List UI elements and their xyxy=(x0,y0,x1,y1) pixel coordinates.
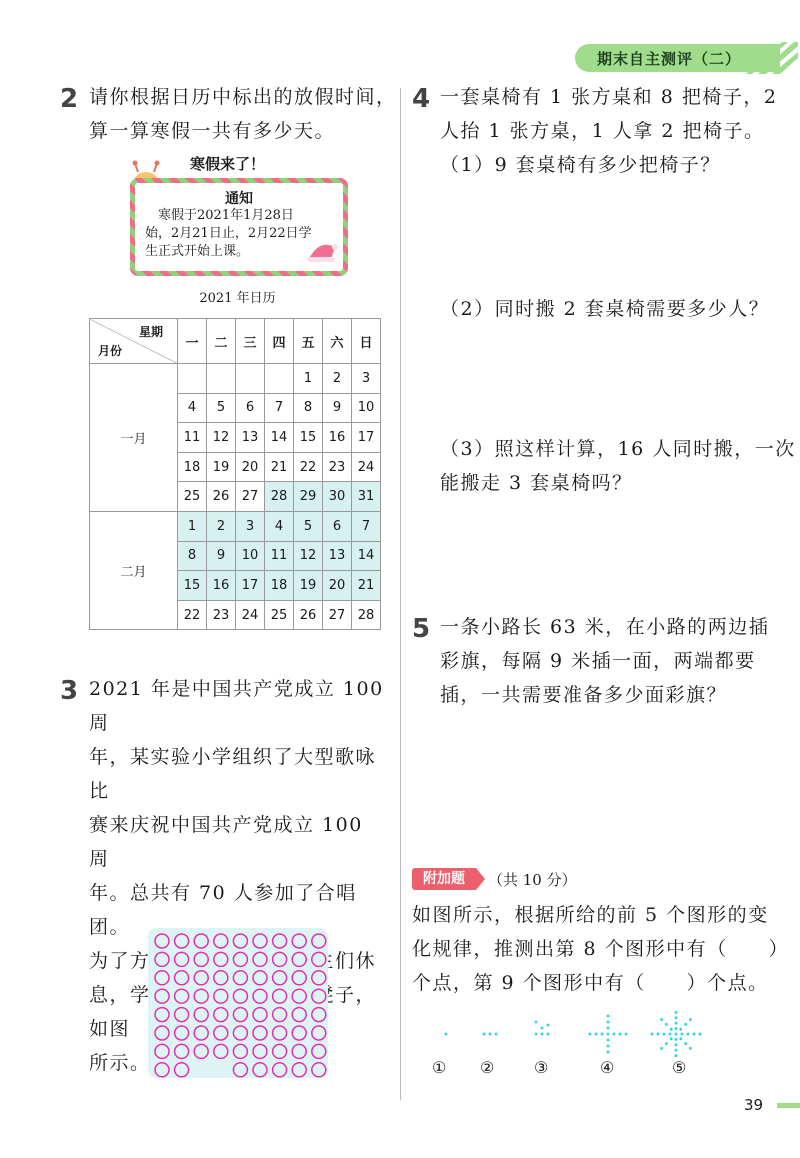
calendar-day-cell: 11 xyxy=(265,541,294,571)
calendar-day-cell: 29 xyxy=(294,482,323,512)
figure-label: ④ xyxy=(600,1058,615,1077)
stool-circle xyxy=(273,1063,287,1077)
pattern-dot xyxy=(651,1033,654,1036)
pattern-dot xyxy=(684,1042,687,1045)
pattern-dot xyxy=(657,1033,660,1036)
question-3-line: 息，学校还为他们准备了凳子，如图 xyxy=(89,984,377,1040)
stool-circle xyxy=(273,934,287,948)
calendar-day-cell xyxy=(207,364,236,394)
calendar-day-cell: 30 xyxy=(323,482,352,512)
calendar-day-cell: 15 xyxy=(178,571,207,601)
calendar-day-cell: 9 xyxy=(207,541,236,571)
pattern-dot xyxy=(681,1033,684,1036)
pattern-dot xyxy=(693,1033,696,1036)
calendar-day-cell: 20 xyxy=(323,571,352,601)
pattern-dot xyxy=(547,1024,550,1027)
calendar-day-cell: 12 xyxy=(294,541,323,571)
calendar-day-cell: 13 xyxy=(236,423,265,453)
stool-circle xyxy=(292,1044,306,1058)
question-5-line: 彩旗，每隔 9 米插一面，两端都要 xyxy=(440,650,756,672)
pattern-dot xyxy=(665,1023,668,1026)
question-4-sub1: （1）9 套桌椅有多少把椅子？ xyxy=(440,154,721,176)
stool-circle xyxy=(253,971,267,985)
month-axis-label: 月份 xyxy=(98,344,123,358)
calendar-day-cell: 17 xyxy=(352,423,381,453)
calendar-day-cell: 4 xyxy=(178,393,207,423)
stool-circle xyxy=(233,1026,247,1040)
weekday-header: 二 xyxy=(207,319,236,364)
stool-circle xyxy=(312,952,326,966)
pattern-dot xyxy=(663,1033,666,1036)
pattern-dot xyxy=(607,1015,610,1018)
pattern-dot xyxy=(689,1047,692,1050)
calendar-day-cell: 13 xyxy=(323,541,352,571)
figure-labels xyxy=(432,1058,732,1082)
stool-circle xyxy=(233,1063,247,1077)
pattern-dot xyxy=(445,1033,448,1036)
calendar-day-cell: 10 xyxy=(236,541,265,571)
pattern-dot xyxy=(675,1044,678,1047)
calendar-day-cell: 24 xyxy=(352,452,381,482)
pattern-dot xyxy=(541,1033,544,1036)
stool-circle xyxy=(175,989,189,1003)
pattern-dot xyxy=(684,1023,687,1026)
calendar-day-cell: 23 xyxy=(323,452,352,482)
stool-circle xyxy=(233,952,247,966)
stool-circle xyxy=(175,1063,189,1077)
stool-circle xyxy=(155,971,169,985)
pattern-dot xyxy=(675,1017,678,1020)
page-number: 39 xyxy=(744,1096,764,1114)
calendar-day-cell: 3 xyxy=(236,511,265,541)
question-2-number: 2 xyxy=(60,84,79,114)
calendar-day-cell: 18 xyxy=(265,571,294,601)
stool-circle xyxy=(292,934,306,948)
calendar-day-cell: 20 xyxy=(236,452,265,482)
stool-circle xyxy=(253,1044,267,1058)
stool-circle xyxy=(273,1044,287,1058)
notice-line: 生正式开始上课。 xyxy=(145,244,250,259)
bonus-line: 个点，第 9 个图形中有（ ）个点。 xyxy=(412,972,769,994)
stool-circle xyxy=(214,989,228,1003)
pattern-dot xyxy=(595,1033,598,1036)
question-4-line: 人抬 1 张方桌，1 人拿 2 把椅子。 xyxy=(440,120,765,142)
calendar-day-cell: 22 xyxy=(294,452,323,482)
notice-title: 寒假来了！ xyxy=(190,155,266,173)
question-3-line: 2021 年是中国共产党成立 100 周 xyxy=(89,678,384,734)
pattern-dot xyxy=(675,1054,678,1057)
weekday-header: 三 xyxy=(236,319,265,364)
question-4-sub2: （2）同时搬 2 套桌椅需要多少人？ xyxy=(440,298,770,320)
stool-circle xyxy=(292,952,306,966)
calendar-day-cell: 22 xyxy=(178,600,207,630)
stool-circle xyxy=(175,952,189,966)
stool-circle xyxy=(312,934,326,948)
stool-circle xyxy=(194,971,208,985)
question-3-line: 为了方便参加合唱团的学生们休 xyxy=(89,950,377,972)
question-3-number: 3 xyxy=(60,676,79,706)
figure-label: ② xyxy=(480,1058,495,1077)
calendar-day-cell: 31 xyxy=(352,482,381,512)
stool-circle xyxy=(175,1026,189,1040)
calendar-day-cell: 7 xyxy=(352,511,381,541)
pattern-dot xyxy=(613,1033,616,1036)
question-4-number: 4 xyxy=(412,84,431,114)
stool-circle xyxy=(214,952,228,966)
weekday-header: 五 xyxy=(294,319,323,364)
page-number-bar xyxy=(777,1103,800,1108)
pattern-dot xyxy=(589,1033,592,1036)
stool-circle xyxy=(312,971,326,985)
calendar-day-cell: 26 xyxy=(207,482,236,512)
calendar-day-cell: 8 xyxy=(294,393,323,423)
calendar-day-cell: 16 xyxy=(207,571,236,601)
stool-circle xyxy=(292,971,306,985)
calendar-day-cell: 1 xyxy=(178,511,207,541)
stool-grid xyxy=(148,928,328,1078)
pattern-dot xyxy=(675,1027,678,1030)
calendar-day-cell: 23 xyxy=(207,600,236,630)
stool-circle xyxy=(273,971,287,985)
calendar-day-cell: 7 xyxy=(265,393,294,423)
pattern-dot xyxy=(660,1018,663,1021)
santa-hat-icon xyxy=(305,239,339,263)
stool-circle xyxy=(194,1044,208,1058)
stool-circle xyxy=(214,934,228,948)
stool-circle xyxy=(194,934,208,948)
question-2-text xyxy=(89,80,397,148)
calendar-day-cell: 18 xyxy=(178,452,207,482)
pattern-dot xyxy=(607,1039,610,1042)
figure-label: ⑤ xyxy=(672,1058,687,1077)
calendar-day-cell: 12 xyxy=(207,423,236,453)
calendar-day-cell: 5 xyxy=(294,511,323,541)
pattern-dot xyxy=(547,1033,550,1036)
calendar-day-cell: 6 xyxy=(236,393,265,423)
pattern-dot xyxy=(660,1047,663,1050)
pattern-dot xyxy=(680,1038,683,1041)
stool-circle xyxy=(175,934,189,948)
calendar-day-cell: 6 xyxy=(323,511,352,541)
pattern-dot xyxy=(675,1011,678,1014)
section-title: 期末自主测评（二） xyxy=(597,50,742,68)
stool-circle xyxy=(175,1044,189,1058)
calendar-day-cell: 2 xyxy=(323,364,352,394)
stool-circle xyxy=(194,1026,208,1040)
stool-circle xyxy=(253,1063,267,1077)
stool-circle xyxy=(155,1026,169,1040)
question-5-line: 插，一共需要准备多少面彩旗？ xyxy=(440,684,728,706)
pattern-dot xyxy=(687,1033,690,1036)
pattern-dot xyxy=(483,1033,486,1036)
pattern-dot xyxy=(675,1038,678,1041)
calendar-day-cell: 28 xyxy=(265,482,294,512)
calendar-day-cell: 19 xyxy=(294,571,323,601)
stool-circle xyxy=(253,1008,267,1022)
pattern-dot xyxy=(675,1033,678,1036)
pattern-dot xyxy=(675,1049,678,1052)
notice-heading: 通知 xyxy=(225,191,253,207)
stool-circle xyxy=(175,1008,189,1022)
calendar-day-cell: 2 xyxy=(207,511,236,541)
calendar-day-cell: 1 xyxy=(294,364,323,394)
pattern-dot xyxy=(699,1033,702,1036)
pattern-dot xyxy=(669,1033,672,1036)
calendar-day-cell: 11 xyxy=(178,423,207,453)
stool-circle xyxy=(194,1008,208,1022)
month-label: 二月 xyxy=(90,511,178,629)
calendar-day-cell: 3 xyxy=(352,364,381,394)
stool-circle xyxy=(292,1026,306,1040)
pattern-dot xyxy=(665,1042,668,1045)
stool-circle xyxy=(312,1044,326,1058)
pattern-dot xyxy=(495,1033,498,1036)
stool-circle xyxy=(155,1008,169,1022)
bonus-line: 如图所示，根据所给的前 5 个图形的变 xyxy=(412,904,769,926)
calendar-day-cell: 17 xyxy=(236,571,265,601)
calendar-day-cell: 21 xyxy=(352,571,381,601)
bonus-points: （共 10 分） xyxy=(488,871,577,889)
weekday-header: 一 xyxy=(178,319,207,364)
stool-circle xyxy=(273,989,287,1003)
stool-circle xyxy=(194,989,208,1003)
stool-circle xyxy=(312,1026,326,1040)
stool-circle xyxy=(253,989,267,1003)
stool-circle xyxy=(273,1008,287,1022)
calendar-day-cell xyxy=(265,364,294,394)
calendar-day-cell: 5 xyxy=(207,393,236,423)
pattern-dot xyxy=(607,1021,610,1024)
calendar-day-cell: 14 xyxy=(265,423,294,453)
question-3-line: 年，某实验小学组织了大型歌咏比 xyxy=(89,746,377,802)
stool-circle xyxy=(214,971,228,985)
calendar-day-cell: 4 xyxy=(265,511,294,541)
pattern-dot xyxy=(680,1028,683,1031)
question-4-sub3-line: （3）照这样计算，16 人同时搬，一次 xyxy=(440,438,796,460)
pattern-dot xyxy=(670,1038,673,1041)
stool-circle xyxy=(155,989,169,1003)
stool-circle xyxy=(253,1026,267,1040)
calendar-day-cell: 19 xyxy=(207,452,236,482)
stool-circle xyxy=(155,1044,169,1058)
calendar-day-cell: 25 xyxy=(265,600,294,630)
pattern-dot xyxy=(670,1028,673,1031)
stool-circle xyxy=(214,1044,228,1058)
stool-circle xyxy=(292,1008,306,1022)
question-5-number: 5 xyxy=(412,614,431,644)
month-label: 一月 xyxy=(90,364,178,512)
pattern-dot xyxy=(607,1027,610,1030)
calendar-day-cell: 24 xyxy=(236,600,265,630)
calendar-day-cell: 14 xyxy=(352,541,381,571)
weekday-axis-label: 星期 xyxy=(138,325,163,339)
weekday-header: 六 xyxy=(323,319,352,364)
stool-circle xyxy=(155,934,169,948)
calendar-title: 2021 年日历 xyxy=(199,291,276,306)
pattern-dot xyxy=(535,1021,538,1024)
bonus-line: 化规律，推测出第 8 个图形中有（ ） xyxy=(412,938,790,960)
stool-circle xyxy=(312,989,326,1003)
stool-circle xyxy=(292,989,306,1003)
stool-circle xyxy=(233,1008,247,1022)
question-5-text xyxy=(440,610,769,712)
figure-label: ① xyxy=(432,1058,447,1077)
stool-circle xyxy=(273,952,287,966)
stool-circle xyxy=(253,934,267,948)
stool-circle xyxy=(155,952,169,966)
question-4-line: 一套桌椅有 1 张方桌和 8 把椅子，2 xyxy=(440,86,778,108)
pattern-dot xyxy=(689,1018,692,1021)
stool-circle xyxy=(292,1063,306,1077)
question-4-sub3 xyxy=(440,432,796,500)
pattern-dot xyxy=(607,1033,610,1036)
bonus-tag-arrow xyxy=(476,868,485,890)
stool-circle xyxy=(214,1008,228,1022)
stool-circle xyxy=(312,1008,326,1022)
calendar-day-cell xyxy=(236,364,265,394)
stool-circle xyxy=(233,971,247,985)
stool-circle xyxy=(312,1063,326,1077)
stool-circle xyxy=(214,1026,228,1040)
stool-circle xyxy=(233,1044,247,1058)
calendar-day-cell: 27 xyxy=(323,600,352,630)
pattern-dot xyxy=(675,1022,678,1025)
pattern-dot xyxy=(619,1033,622,1036)
calendar-day-cell: 15 xyxy=(294,423,323,453)
question-4-sub3-line: 能搬走 3 套桌椅吗？ xyxy=(440,472,633,494)
calendar-day-cell: 27 xyxy=(236,482,265,512)
pattern-dot xyxy=(625,1033,628,1036)
calendar-day-cell: 16 xyxy=(323,423,352,453)
notice-line: 始，2月21日止，2月22日学 xyxy=(145,226,312,241)
question-3-line: 赛来庆祝中国共产党成立 100 周 xyxy=(89,814,363,870)
weekday-header: 日 xyxy=(352,319,381,364)
question-2-line: 算一算寒假一共有多少天。 xyxy=(89,120,336,142)
question-3-line: 年。总共有 70 人参加了合唱团。 xyxy=(89,882,357,938)
question-5-line: 一条小路长 63 米，在小路的两边插 xyxy=(440,616,770,638)
question-4-text xyxy=(440,80,777,148)
calendar-day-cell: 8 xyxy=(178,541,207,571)
stool-circle xyxy=(253,952,267,966)
pattern-dot xyxy=(489,1033,492,1036)
question-3-line: 所示。这些凳子够吗？ xyxy=(89,1052,295,1074)
calendar-day-cell: 10 xyxy=(352,393,381,423)
bonus-text xyxy=(412,898,789,1000)
stool-circle xyxy=(155,1063,169,1077)
pattern-dot xyxy=(607,1045,610,1048)
pattern-dot xyxy=(607,1051,610,1054)
calendar-corner-cell xyxy=(90,319,178,364)
notice-line: 寒假于2021年1月28日 xyxy=(145,208,294,223)
question-2-line: 请你根据日历中标出的放假时间， xyxy=(89,86,397,108)
bonus-tag: 附加题 xyxy=(412,868,476,890)
header-stripes-decoration xyxy=(742,40,798,76)
stool-circle xyxy=(273,1026,287,1040)
figure-label: ③ xyxy=(534,1058,549,1077)
calendar-day-cell: 21 xyxy=(265,452,294,482)
stool-circle xyxy=(233,989,247,1003)
notice-box xyxy=(130,178,348,276)
calendar-day-cell: 9 xyxy=(323,393,352,423)
weekday-header: 四 xyxy=(265,319,294,364)
calendar-table xyxy=(89,318,381,630)
pattern-dot xyxy=(601,1033,604,1036)
pattern-dot xyxy=(535,1033,538,1036)
stool-circle xyxy=(194,952,208,966)
calendar-day-cell xyxy=(178,364,207,394)
stool-circle xyxy=(175,971,189,985)
column-divider xyxy=(400,88,401,1100)
calendar-day-cell: 25 xyxy=(178,482,207,512)
calendar-day-cell: 26 xyxy=(294,600,323,630)
stool-circle xyxy=(233,934,247,948)
pattern-dot xyxy=(541,1027,544,1030)
calendar-day-cell: 28 xyxy=(352,600,381,630)
